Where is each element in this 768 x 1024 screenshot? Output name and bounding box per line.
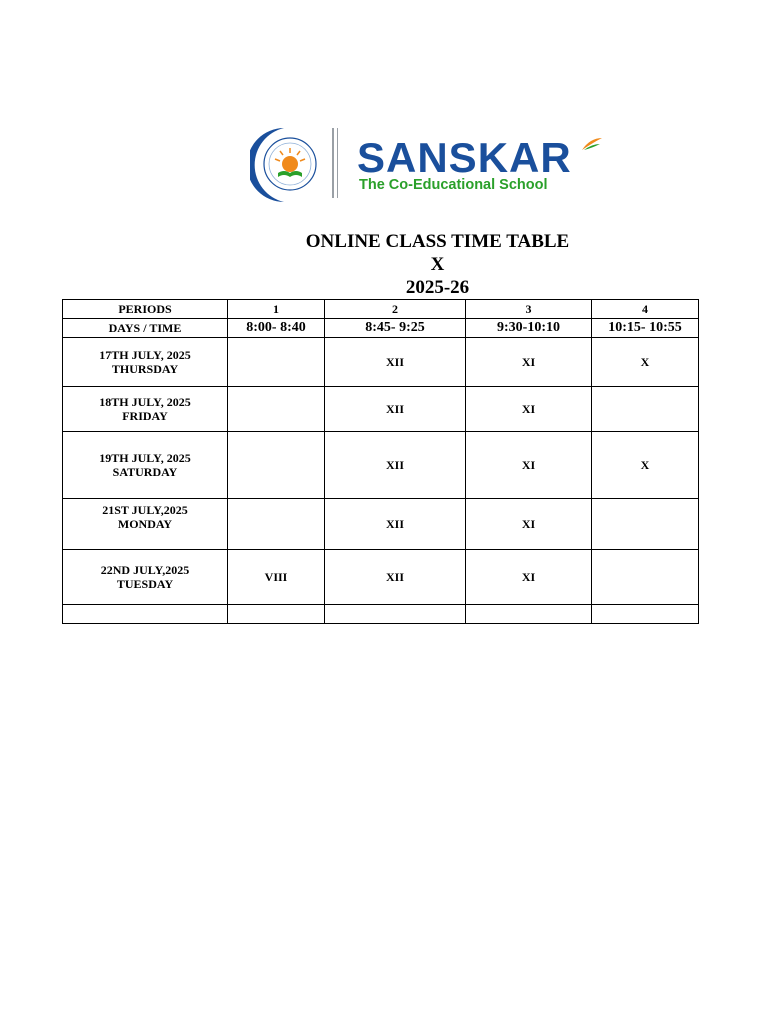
class-title: X xyxy=(430,254,445,275)
periods-label: PERIODS xyxy=(63,300,228,319)
day-cell xyxy=(63,499,228,550)
page-title: ONLINE CLASS TIME TABLE xyxy=(305,231,570,252)
class-cell: XII xyxy=(325,338,466,387)
class-cell: XII xyxy=(325,432,466,499)
brand-name: SANSKAR xyxy=(357,134,572,181)
class-cell: VIII xyxy=(228,550,325,605)
day-cell xyxy=(63,432,228,499)
sanskar-emblem-icon xyxy=(250,124,350,206)
row-date: 19TH JULY, 2025 xyxy=(99,451,191,465)
period-cell: 1 xyxy=(228,300,325,319)
time-slot: 9:30-10:10 xyxy=(466,319,592,338)
class-cell xyxy=(592,550,699,605)
period-cell: 2 xyxy=(325,300,466,319)
row-day: FRIDAY xyxy=(122,409,168,423)
table-row xyxy=(63,387,699,432)
days-time-label: DAYS / TIME xyxy=(63,319,228,338)
time-slot: 8:00- 8:40 xyxy=(228,319,325,338)
table-row xyxy=(63,338,699,387)
table-row xyxy=(63,499,699,550)
class-cell xyxy=(592,387,699,432)
row-day: SATURDAY xyxy=(112,465,178,479)
leaf-icon xyxy=(580,136,604,152)
period-cell: 3 xyxy=(466,300,592,319)
day-cell xyxy=(63,387,228,432)
table-row xyxy=(63,432,699,499)
class-cell xyxy=(592,499,699,550)
brand-tagline: The Co-Educational School xyxy=(359,177,548,193)
class-cell: XI xyxy=(466,499,592,550)
row-date: 18TH JULY, 2025 xyxy=(99,395,191,409)
table-row xyxy=(63,550,699,605)
row-day: THURSDAY xyxy=(111,362,179,376)
periods-row xyxy=(63,300,699,319)
empty-cell xyxy=(466,605,592,624)
empty-cell xyxy=(63,605,228,624)
empty-row xyxy=(63,605,699,624)
time-slot: 8:45- 9:25 xyxy=(325,319,466,338)
empty-cell xyxy=(325,605,466,624)
session-year: 2025-26 xyxy=(405,277,470,298)
class-cell: X xyxy=(592,432,699,499)
row-date: 22ND JULY,2025 xyxy=(100,563,190,577)
class-cell: XI xyxy=(466,387,592,432)
class-cell xyxy=(228,432,325,499)
class-cell: XI xyxy=(466,550,592,605)
time-row xyxy=(63,319,699,338)
class-cell: XI xyxy=(466,338,592,387)
class-cell: XII xyxy=(325,499,466,550)
school-logo xyxy=(250,124,610,206)
class-cell xyxy=(228,499,325,550)
row-day: MONDAY xyxy=(117,517,173,531)
row-date: 17TH JULY, 2025 xyxy=(99,348,191,362)
row-date: 21ST JULY,2025 xyxy=(102,503,188,517)
period-cell: 4 xyxy=(592,300,699,319)
timetable xyxy=(62,299,699,624)
class-cell xyxy=(228,338,325,387)
empty-cell xyxy=(592,605,699,624)
day-cell xyxy=(63,338,228,387)
class-cell: XII xyxy=(325,550,466,605)
row-day: TUESDAY xyxy=(116,577,174,591)
time-slot: 10:15- 10:55 xyxy=(592,319,699,338)
empty-cell xyxy=(228,605,325,624)
day-cell xyxy=(63,550,228,605)
class-cell: XI xyxy=(466,432,592,499)
class-cell xyxy=(228,387,325,432)
class-cell: X xyxy=(592,338,699,387)
class-cell: XII xyxy=(325,387,466,432)
